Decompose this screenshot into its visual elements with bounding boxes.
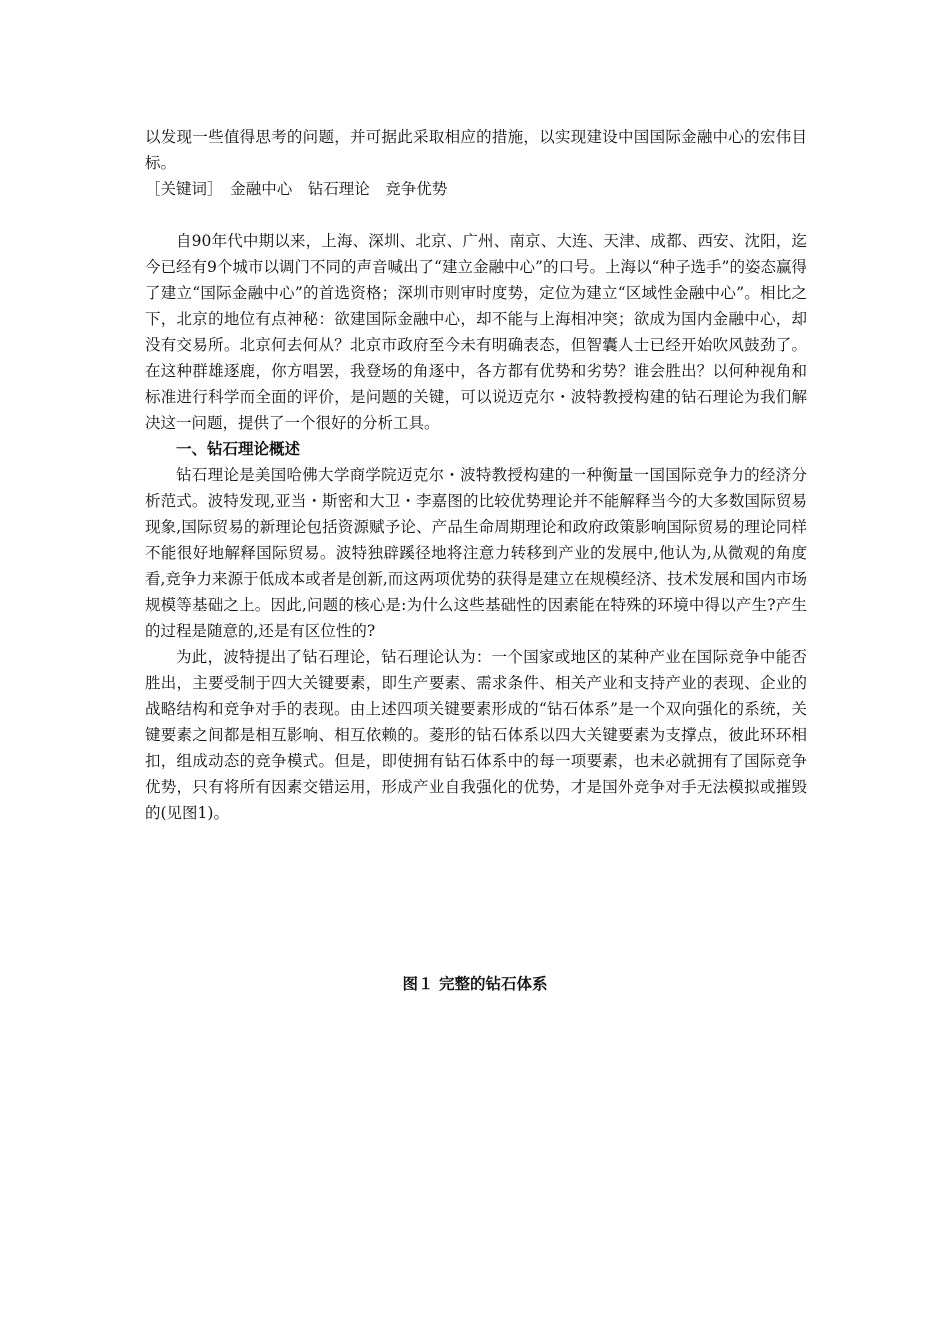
section1-paragraph-1: 钻石理论是美国哈佛大学商学院迈克尔・波特教授构建的一种衡量一国国际竞争力的经济分析范式。波特发现,亚当・斯密和大卫・李嘉图的比较优势理论并不能解释当今的大多数国际贸易现象,国际贸易的新理论包括资源赋予论、产品生命周期理论和政府政策影响国际贸易的理论同样不能很好地解释国际贸易。波特独辟蹊径地将注意力转移到产业的发展中,他认为,从微观的角度看,竞争力来源于低成本或者是创新,而这两项优势的获得是建立在规模经济、技术发展和国内市场规模等基础之上。因此,问题的核心是:为什么这些基础性的因素能在特殊的环境中得以产生?产生的过程是随意的,还是有区位性的?: [145, 466, 807, 640]
section-heading: 一、钻石理论概述: [176, 439, 301, 458]
abstract-tail: 以发现一些值得思考的问题，并可据此采取相应的措施，以实现建设中国国际金融中心的宏伟目标。: [145, 128, 807, 172]
keywords-line: ［关键词］ 金融中心 钻石理论 竞争优势: [145, 180, 448, 198]
section1-paragraph-2: 为此，波特提出了钻石理论，钻石理论认为：一个国家或地区的某种产业在国际竞争中能否胜出，主要受制于四大关键要素，即生产要素、需求条件、相关产业和支持产业的表现、企业的战略结构和竞争对手的表现。由上述四项关键要素形成的“钻石体系”是一个双向强化的系统，关键要素之间都是相互影响、相互依赖的。菱形的钻石体系以四大关键要素为支撑点，彼此环环相扣，组成动态的竞争模式。但是，即使拥有钻石体系中的每一项要素，也未必就拥有了国际竞争优势，只有将所有因素交错运用，形成产业自我强化的优势，才是国外竞争对手无法模拟或摧毁的(见图1)。: [145, 648, 807, 822]
document-body: [145, 124, 807, 826]
figure-caption: 图１ 完整的钻石体系: [402, 974, 548, 993]
intro-paragraph: 自90年代中期以来，上海、深圳、北京、广州、南京、大连、天津、成都、西安、沈阳，迄今已经有9个城市以调门不同的声音喊出了“建立金融中心”的口号。上海以“种子选手”的姿态赢得了建立“国际金融中心”的首选资格；深圳市则审时度势，定位为建立“区域性金融中心”。相比之下，北京的地位有点神秘：欲建国际金融中心，却不能与上海相冲突；欲成为国内金融中心，却没有交易所。北京何去何从？北京市政府至今未有明确表态，但智囊人士已经开始吹风鼓劲了。在这种群雄逐鹿，你方唱罢，我登场的角逐中，各方都有优势和劣势？谁会胜出？以何种视角和标准进行科学而全面的评价，是问题的关键，可以说迈克尔・波特教授构建的钻石理论为我们解决这一问题，提供了一个很好的分析工具。: [145, 232, 807, 432]
